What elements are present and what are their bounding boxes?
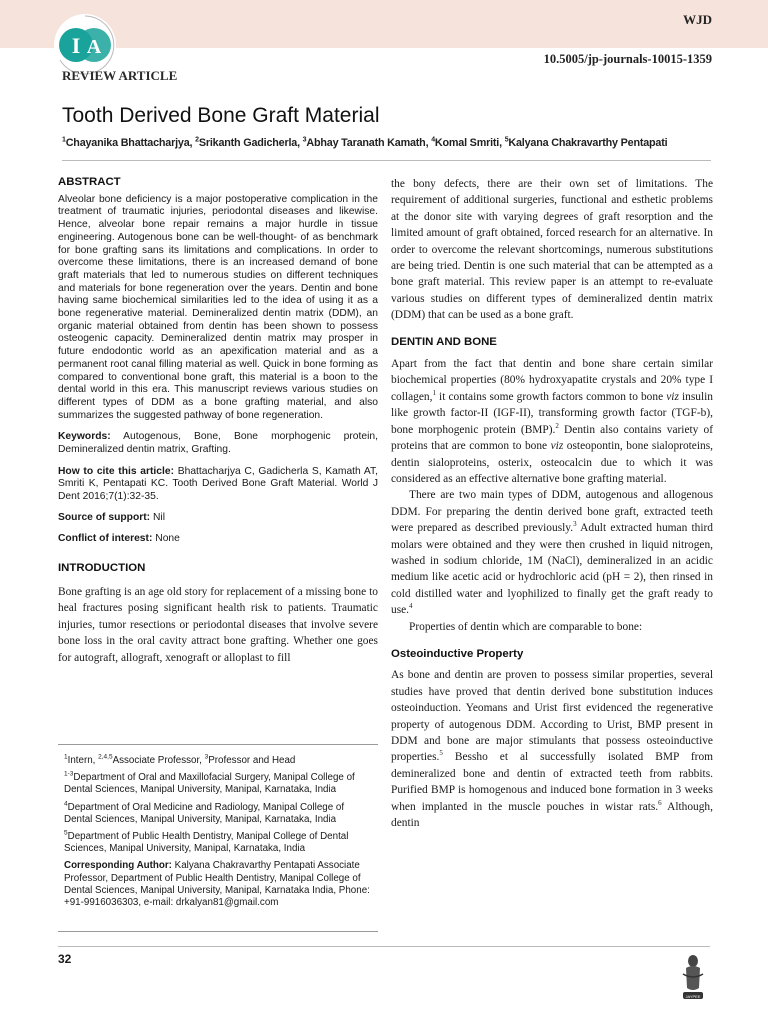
affiliation-sup: 1-3 [64, 770, 74, 778]
keywords-text: Autogenous, Bone, Bone morphogenic protein, Demineralized dentin matrix, Grafting. [58, 431, 378, 456]
paragraph: the bony defects, there are their own set of limitations. The requirement of additional surgeries, functional and esthetic problems at the donor site with varying degrees of graft resorption and the limited amount of graft obtained, forced research for an alternative. In order to overcome the relevant shortcomings, numerous substitutions are being tried. Dentin is one such material that can be attempted as a bone graft material. This review paper is an attempt to re-evaluate various studies on different types of demineralized dentin matrix (DDM) that can be used as a bone graft. [391, 178, 713, 322]
page-number: 32 [58, 952, 72, 966]
text-run: Dentin also contains variety of proteins that are common to bone [391, 423, 713, 453]
author-name: Chayanika Bhattacharjya [65, 137, 190, 149]
paragraph: Properties of dentin which are comparable to bone: [409, 620, 643, 633]
author-name: Kalyana Chakravarthy Pentapati [508, 137, 668, 149]
roles-sup: 3 [204, 753, 209, 761]
abstract-heading: ABSTRACT [58, 176, 121, 188]
paragraph [391, 356, 713, 487]
roles-text: Associate Professor, [112, 755, 205, 766]
corresponding-author [64, 860, 372, 909]
text-run: osteopontin, bone sialoproteins, dentin sialoproteins, osterix, osteocalcin due to which it was considered as an effective alternative bone grafting material. [391, 440, 713, 485]
affiliation-text: Department of Oral Medicine and Radiology, Manipal College of Dental Sciences, Manipal University, Manipal, Karnataka, India [64, 801, 345, 825]
author-name: Komal Smriti [434, 137, 500, 149]
source-of-support [58, 512, 378, 525]
publisher-seal-icon [680, 952, 706, 1002]
author-sup: 3 [302, 136, 307, 144]
introduction-text: Bone grafting is an age old story for replacement of a missing bone to heal fractures posing significant health risk to patients. Traumatic injuries, tumor resections or periodontal diseases that involve severe bone loss in the oral cavity attract bone grafting. Whether one goes for autograft, allograft, xenograft or alloplast to fill [58, 585, 378, 664]
author-sup: 1 [62, 136, 66, 144]
roles-text: Professor and Head [208, 755, 296, 766]
support-value: Nil [152, 511, 165, 523]
corr-text: Kalyana Chakravarthy Pentapati Associate Professor, Department of Public Health Dentistry, Manipal College of Dental Sciences, Manipal University, Manipal, Karnataka India, Phone: +91-9916036303, e-mail: drkalyan81@gmail.com [64, 860, 370, 909]
text-run: viz [666, 390, 679, 403]
cite-text: Bhattacharjya C, Gadicherla S, Kamath AT, Smriti K, Pentapati KC. Tooth Derived Bone Graft Material. World J Dent 2016;7(1):32-35. [58, 465, 378, 503]
text-run: Although, dentin [391, 800, 713, 830]
roles-text: Intern, [67, 755, 99, 766]
affiliation-sup: 4 [64, 800, 68, 808]
author-list: $^1$Chayanika Bhattacharjya, $^2$Srikanth Gadicherla, $^3$Abhay Taranath Kamath, $^4$Komal Smriti, $^5$Kalyana Chakravarthy Pentapati [62, 136, 668, 149]
text-run: it contains some growth factors common to bone [435, 390, 667, 403]
citation-ref[interactable]: 5 [439, 749, 443, 758]
citation-ref[interactable]: 6 [658, 798, 662, 807]
author-sup: 4 [431, 136, 435, 144]
author-sup: 5 [504, 136, 509, 144]
logo-letter-a: A [86, 36, 102, 58]
text-run: Adult extracted human third molars were obtained and they were then crushed in liquid nitrogen, washed in sodium chloride, 1M (NaCl), demineralized in an acidic medium like acetic acid or hydrochloric acid (pH = 2), then rinsed in cold distilled water and lyophilized to finally get the graft ready to use. [391, 522, 713, 617]
affiliation-sup: 5 [64, 829, 68, 837]
paragraph [391, 487, 713, 618]
right-column [391, 176, 713, 831]
roles-sup: 1 [64, 753, 68, 761]
left-column [58, 176, 378, 666]
keywords [58, 431, 378, 456]
author-name: Srikanth Gadicherla [198, 137, 298, 149]
logo-letter-i: I [71, 33, 81, 58]
author-name: Abhay Taranath Kamath [306, 137, 426, 149]
text-run: insulin like growth factor-II (IGF-II), transforming growth factor (TGF-b), bone morphogenic protein (BMP). [391, 390, 713, 436]
introduction-heading: INTRODUCTION [58, 562, 146, 575]
affiliations-box [58, 744, 378, 932]
doi[interactable]: 10.5005/jp-journals-10015-1359 [543, 52, 712, 66]
dentin-bone-heading: DENTIN AND BONE [391, 335, 497, 348]
affiliation-2 [64, 802, 372, 826]
keywords-label: Keywords: [58, 431, 111, 443]
conflict-of-interest [58, 533, 378, 546]
citation-ref[interactable]: 4 [409, 602, 413, 611]
text-run: viz [550, 440, 564, 453]
affiliation-1 [64, 772, 372, 796]
citation-ref[interactable]: 1 [432, 389, 436, 398]
roles-sup: 2,4,5 [98, 753, 113, 761]
footer-divider [58, 946, 710, 947]
affiliation-3 [64, 831, 372, 855]
citation-ref[interactable]: 2 [555, 421, 559, 430]
affiliation-text: Department of Oral and Maxillofacial Surgery, Manipal College of Dental Sciences, Manipal University, Manipal, Karnataka, India [64, 772, 355, 796]
text-run: There are two main types of DDM, autogenous and allogenous DDM. For preparing the dentin derived bone graft, extracted teeth were prepared as described previously. [391, 489, 713, 535]
support-label: Source of support: [58, 511, 151, 523]
text-run: As bone and dentin are proven to possess similar properties, several studies have proved that dentin derived bone substitution induces osteoinduction. Yeomans and Urist first evidenced the regenerative property of autogenous DDM. According to Urist, BMP present in DDM and bone are major stimulants that possess osteoinductive properties. [391, 669, 713, 764]
paragraph [391, 667, 713, 831]
conflict-value: None [155, 532, 180, 544]
journal-abbrev: WJD [683, 12, 712, 27]
title-divider [62, 160, 711, 161]
article-title: Tooth Derived Bone Graft Material [62, 104, 380, 127]
citation-ref[interactable]: 3 [573, 520, 577, 529]
osteoinductive-heading: Osteoinductive Property [391, 647, 524, 660]
affiliation-text: Department of Public Health Dentistry, Manipal College of Dental Sciences, Manipal University, Manipal, Karnataka, India [64, 831, 349, 855]
text-run: Apart from the fact that dentin and bone share certain similar biochemical properties (80% hydroxyapatite crystals and 20% type I collagen, [391, 358, 713, 403]
citation [58, 466, 378, 504]
seal-text: JAYPEE [685, 993, 701, 999]
author-sup: 2 [195, 136, 199, 144]
corr-label: Corresponding Author: [64, 860, 172, 872]
abstract-text: Alveolar bone deficiency is a major postoperative complication in the treatment of traumatic injuries, periodontal diseases and likewise. Hence, alveolar bone repair remains a major hurdle in tissue engineering. Autogenous bone can be well-thought- of as benchmark for bone grafting sans its limitations and complications. In order to overcome these limitations, there is an increased demand of bone graft materials that led to numerous studies on different techniques and materials for bone regeneration over the years. Dentin and bone having same biochemical similarities led to the idea of using it as a bone regenerative material. Demineralized dentin matrix (DDM), an organic material obtained from dentin has been shown to possess osteogenic capacity. Demineralized dentin matrix may prosper in future endodontic world as an apexification material and as a permanent root canal filling material as well. Quick in bone forming as compared to conventional bone graft, this material is a boon to the dental world in this era. This manuscript reviews various studies on different types of DDM as a bone grafting material, and also summarizes the suggested pathway of bone regeneration. [58, 193, 378, 421]
conflict-label: Conflict of interest: [58, 532, 153, 544]
author-roles [64, 755, 372, 767]
text-run: Bessho et al successfully isolated BMP from demineralized bone and dentin of extracted teeth from rabbits. Purified BMP is homogenous and induced bone formation in 3 weeks when implanted in the muscle pouches in wistar rats. [391, 751, 713, 813]
cite-label: How to cite this article: [58, 465, 175, 477]
article-type: REVIEW ARTICLE [62, 68, 178, 83]
